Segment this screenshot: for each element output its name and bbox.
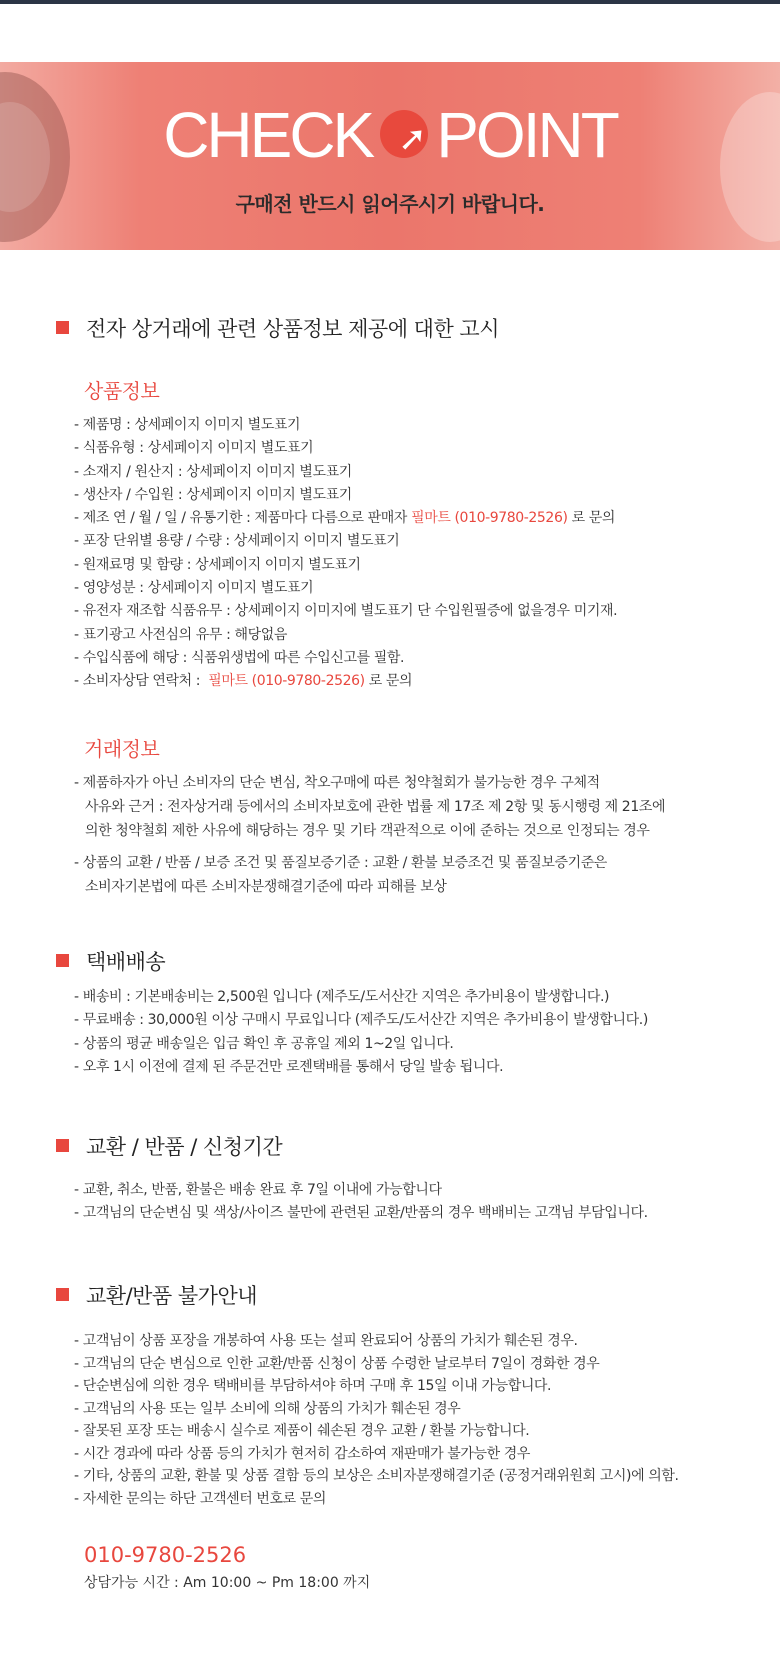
exchange-period-heading-text: 교환 / 반품 / 신청기간 [86, 1135, 283, 1159]
list-item: - 수입식품에 해당 : 식품위생법에 따른 수입신고를 필함. [74, 649, 405, 666]
list-item: - 소재지 / 원산지 : 상세페이지 이미지 별도표기 [74, 463, 352, 480]
list-item: - 상품의 교환 / 반품 / 보증 조건 및 품질보증기준 : 교환 / 환불 보증조건 및 품질보증기준은 [74, 855, 607, 871]
list-item: - 생산자 / 수입원 : 상세페이지 이미지 별도표기 [74, 486, 352, 503]
delivery-section-heading [56, 948, 165, 976]
list-item: - 시간 경과에 따라 상품 등의 가치가 현저히 감소하여 재판매가 불가능한 경우 [74, 1445, 531, 1462]
banner-title-check: CHECK [163, 99, 373, 171]
list-item: - 잘못된 포장 또는 배송시 실수로 제품이 쉐손된 경우 교환 / 환불 가능합니다. [74, 1423, 530, 1439]
banner-title-point: POINT [436, 99, 617, 171]
section-bullet-icon [56, 321, 69, 334]
list-item: - 제품명 : 상세페이지 이미지 별도표기 [74, 417, 301, 433]
customer-center-phone[interactable]: 010-9780-2526 [84, 1543, 247, 1567]
exchange-period-list [74, 1179, 648, 1226]
list-item: - 고객님의 단순 변심으로 인한 교환/반품 신청이 상품 수령한 날로부터 7일이 경화한 경우 [74, 1355, 600, 1372]
notice-heading-text: 전자 상거래에 관련 상품정보 제공에 대한 고시 [86, 317, 499, 341]
section-bullet-icon [56, 1139, 69, 1152]
exchange-unavailable-heading-text: 교환/반품 불가안내 [86, 1284, 258, 1308]
list-item-continued: 사유와 근거 : 전자상거래 등에서의 소비자보호에 관한 법률 제 17조 제 2항 및 동시행령 제 21조에 [85, 799, 666, 815]
list-item: - 무료배송 : 30,000원 이상 구매시 무료입니다 (제주도/도서산간 지역은 추가비용이 발생합니다.) [74, 1012, 648, 1029]
list-item: - 표기광고 사전심의 유무 : 해당없음 [74, 626, 287, 643]
list-item: - 영양성분 : 상세페이지 이미지 별도표기 [74, 580, 314, 597]
list-item: - 자세한 문의는 하단 고객센터 번호로 문의 [74, 1490, 327, 1507]
section-bullet-icon [56, 1288, 69, 1301]
banner-subtitle: 구매전 반드시 읽어주시기 바랍니다. [235, 192, 545, 216]
list-item: - 고객님의 단순변심 및 색상/사이즈 불만에 관련된 교환/반품의 경우 백배비는 고객님 부담입니다. [74, 1205, 648, 1222]
list-item: - 기타, 상품의 교환, 환불 및 상품 결함 등의 보상은 소비자분쟁해결기준 (공정거래위원회 고시)에 의함. [74, 1468, 679, 1484]
trade-info-list [74, 771, 665, 899]
list-item: - 제품하자가 아닌 소비자의 단순 변심, 착오구매에 따른 청약철회가 불가능한 경우 구체적 [74, 775, 600, 791]
list-item [74, 670, 617, 693]
product-info-heading: 상품정보 [84, 379, 160, 403]
banner-title [0, 100, 780, 170]
list-item: - 포장 단위별 용량 / 수량 : 상세페이지 이미지 별도표기 [74, 533, 400, 550]
list-item: - 고객님이 상품 포장을 개봉하여 사용 또는 설피 완료되어 상품의 가치가 훼손된 경우. [74, 1333, 578, 1349]
section-bullet-icon [56, 954, 69, 967]
list-item: - 식품유형 : 상세페이지 이미지 별도표기 [74, 440, 314, 457]
delivery-list [74, 986, 648, 1079]
list-item-continued: 소비자기본법에 따른 소비자분쟁해결기준에 따라 피해를 보상 [85, 879, 447, 895]
cursor-icon: ➚ [398, 120, 427, 159]
list-item: - 단순변심에 의한 경우 택배비를 부담하셔야 하며 구매 후 15일 이내 가능합니다. [74, 1378, 552, 1394]
list-item-suffix: 로 문의 [571, 510, 616, 527]
consultation-hours: 상담가능 시간 : Am 10:00 ~ Pm 18:00 까지 [84, 1575, 371, 1591]
list-item-text: - 제조 연 / 월 / 일 / 유통기한 : 제품마다 다름으로 판매자 [74, 510, 408, 527]
exchange-unavailable-section-heading [56, 1282, 257, 1310]
list-item-continued: 의한 청약철회 제한 사유에 해당하는 경우 및 기타 객관적으로 이에 준하는 것으로 인정되는 경우 [85, 823, 650, 839]
list-item: - 고객님의 사용 또는 일부 소비에 의해 상품의 가치가 훼손된 경우 [74, 1400, 461, 1417]
notice-section-heading [56, 315, 499, 343]
trade-info-heading: 거래정보 [84, 737, 160, 761]
check-point-banner [0, 62, 780, 250]
seller-contact-link: 필마트 (010-9780-2526) [411, 510, 568, 527]
list-item: - 원재료명 및 함량 : 상세페이지 이미지 별도표기 [74, 556, 361, 573]
list-item: - 유전자 재조합 식품유무 : 상세페이지 이미지에 별도표기 단 수입원필증에 없을경우 미기재. [74, 603, 618, 620]
top-border-line [0, 0, 780, 4]
exchange-period-section-heading [56, 1133, 282, 1161]
list-item: - 오후 1시 이전에 결제 된 주문건만 로젠택배를 통해서 당일 발송 됩니다. [74, 1058, 504, 1075]
list-item [74, 507, 617, 530]
list-item-suffix: 로 문의 [368, 673, 413, 690]
exchange-unavailable-list [74, 1330, 679, 1510]
consumer-contact-link: 필마트 (010-9780-2526) [208, 673, 365, 690]
click-dot-icon [380, 110, 428, 158]
list-item: - 교환, 취소, 반품, 환불은 배송 완료 후 7일 이내에 가능합니다 [74, 1182, 442, 1198]
list-item: - 상품의 평균 배송일은 입금 확인 후 공휴일 제외 1~2일 입니다. [74, 1035, 454, 1052]
list-item: - 배송비 : 기본배송비는 2,500원 입니다 (제주도/도서산간 지역은 추가비용이 발생합니다.) [74, 989, 610, 1005]
product-info-list [74, 414, 617, 694]
delivery-heading-text: 택배배송 [86, 950, 166, 974]
list-item-text: - 소비자상담 연락처 : [74, 673, 201, 690]
